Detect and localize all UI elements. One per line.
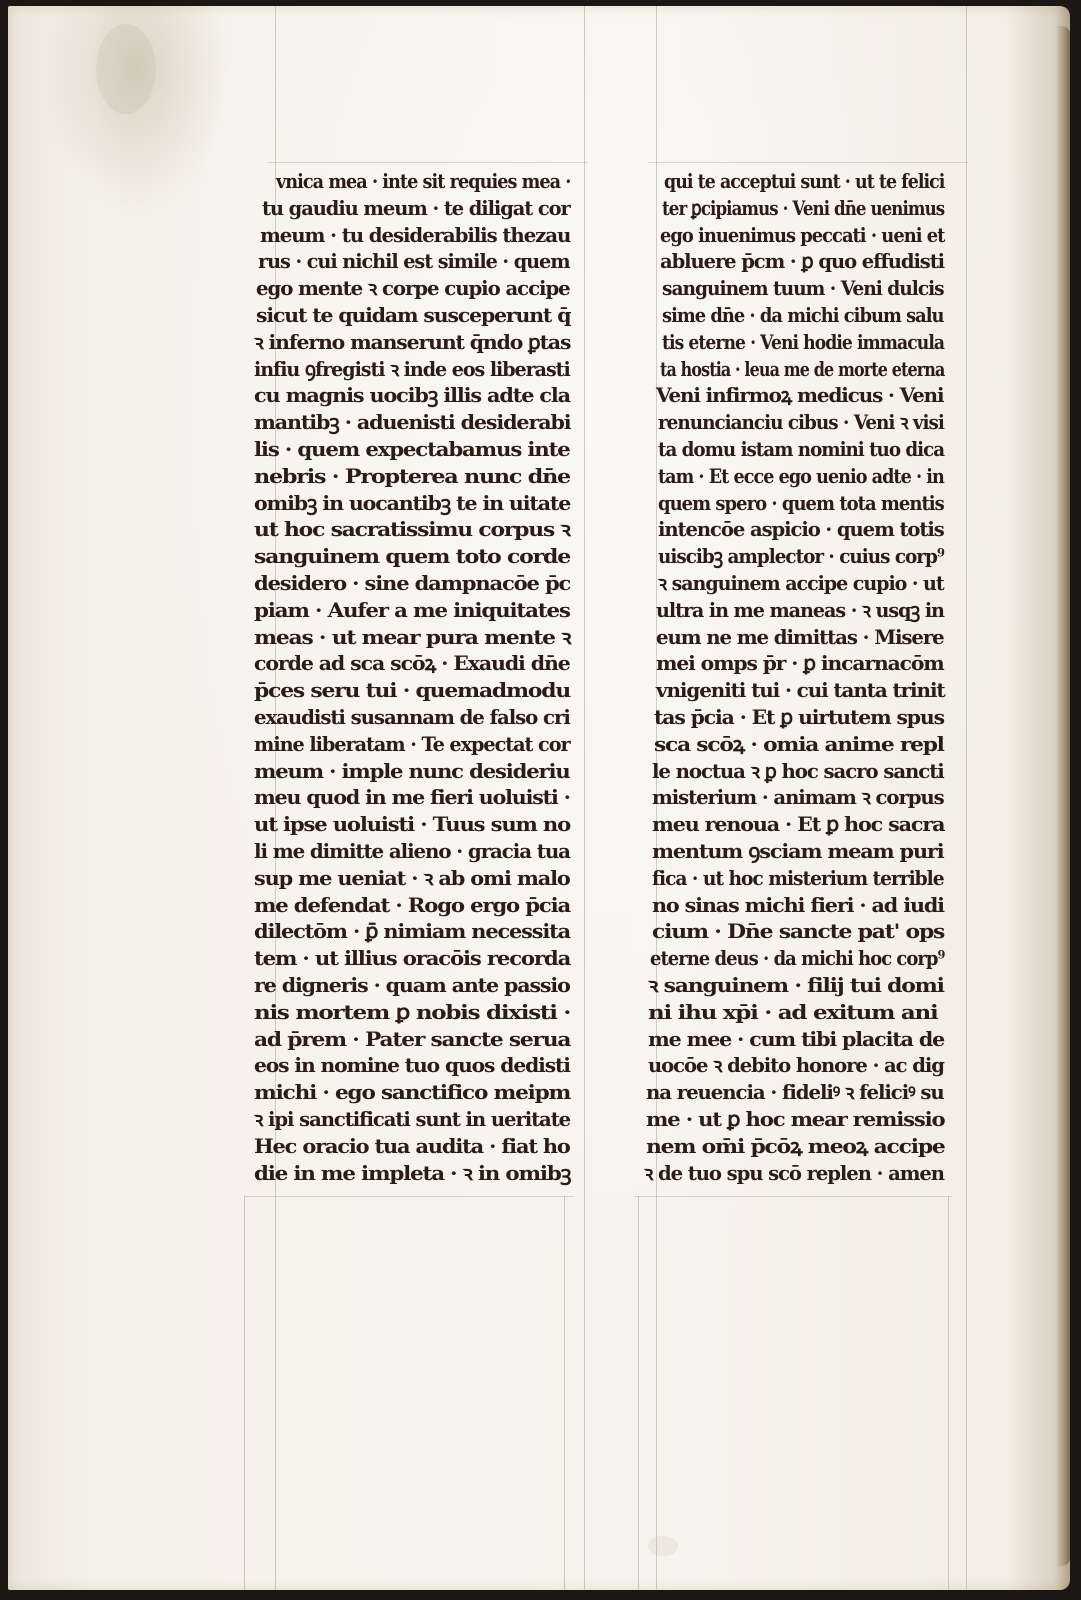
- text-line: ut ipse uoluisti · Tuus sum no: [254, 812, 571, 837]
- text-line: ego mente ꝛ corpe cupio accipe: [256, 276, 570, 301]
- text-line: me · ut ꝑ hoc mear remissio: [646, 1107, 945, 1131]
- text-line: ad p̄rem · Pater sancte serua: [254, 1026, 571, 1051]
- page-fore-edge: [1056, 26, 1070, 1566]
- text-line: ꝛ ipi sanctificati sunt in ueritate: [254, 1107, 571, 1131]
- text-line: sca scōꝝ · omia anime repl: [654, 731, 944, 756]
- text-column-left: [254, 162, 594, 1202]
- text-line: meas · ut mear pura mente ꝛ: [254, 624, 571, 649]
- text-line: abluere p̄cm · ꝑ quo effudisti: [660, 249, 945, 274]
- text-line: meu quod in me fieri uoluisti ·: [254, 785, 570, 810]
- text-line: ꝛ sanguinem · filij tui domi: [648, 973, 944, 997]
- text-line: fica · ut hoc misterium terrible: [652, 865, 944, 890]
- text-line: meum · tu desiderabilis thezau: [260, 222, 571, 247]
- text-line: ter ꝑcipiamus · Veni dn̄e uenimus: [662, 195, 945, 220]
- text-line: cu magnis uocibꝫ illis adte cla: [254, 383, 570, 408]
- text-line: meum · imple nunc desideriu: [254, 758, 570, 783]
- text-line: michi · ego sanctifico meipm: [254, 1080, 571, 1105]
- text-line: uiscibꝫ amplector · cuius corp⁹: [658, 544, 944, 569]
- text-line: na reuencia · fideliꝰ ꝛ feliciꝰ su: [646, 1080, 944, 1105]
- text-line: no sinas michi fieri · ad iudi: [652, 892, 944, 917]
- text-line: le noctua ꝛ ꝑ hoc sacro sancti: [652, 758, 944, 783]
- ruling-line: [948, 1196, 949, 1590]
- text-line: p̄ces seru tui · quemadmodu: [254, 678, 571, 703]
- text-line: sime dn̄e · da michi cibum salu: [662, 303, 944, 327]
- text-line: piam · Aufer a me iniquitates: [254, 597, 570, 622]
- text-line: re digneris · quam ante passio: [254, 973, 570, 997]
- text-line: eterne deus · da michi hoc corp⁹: [650, 946, 945, 971]
- stain-mark: [96, 24, 156, 114]
- text-line: tem · ut illius oracōis recorda: [254, 946, 571, 971]
- text-line: tam · Et ecce ego uenio adte · in: [658, 463, 944, 488]
- text-line: omibꝫ in uocantibꝫ te in uitate: [254, 490, 571, 515]
- text-line: me mee · cum tibi placita de: [648, 1026, 945, 1051]
- text-column-right: [634, 162, 974, 1202]
- text-line: intencōe aspicio · quem totis: [658, 517, 944, 542]
- text-line: me defendat · Rogo ergo p̄cia: [254, 892, 571, 917]
- text-line: sup me ueniat · ꝛ ab omi malo: [254, 865, 570, 890]
- text-line: renuncianciu cibus · Veni ꝛ visi: [658, 410, 944, 435]
- text-line: ꝛ sanguinem accipe cupio · ut: [658, 571, 944, 595]
- text-line: nis mortem ꝑ nobis dixisti ·: [254, 999, 571, 1024]
- text-line: ultra in me maneas · ꝛ usqꝫ in: [656, 597, 944, 622]
- text-line: infiu ꝯfregisti ꝛ inde eos liberasti: [254, 356, 570, 381]
- ruling-line: [638, 1196, 639, 1590]
- text-line: ut hoc sacratissimu corpus ꝛ: [254, 517, 570, 542]
- text-line: mei omps p̄r · ꝑ incarnacōm: [656, 651, 944, 676]
- text-line: ego inuenimus peccati · ueni et: [660, 222, 945, 247]
- text-line: tas p̄cia · Et ꝑ uirtutem spus: [654, 705, 944, 729]
- text-line: eum ne me dimittas · Misere: [656, 624, 944, 649]
- text-line: ta hostia · leua me de morte eterna: [660, 356, 945, 381]
- text-line: desidero · sine dampnacōe p̄c: [254, 571, 571, 595]
- text-line: ꝛ inferno manserunt q̄ndo ꝑtas: [254, 329, 571, 354]
- text-line: vnigeniti tui · cui tanta trinit: [656, 678, 945, 703]
- stain-mark: [648, 1536, 678, 1556]
- text-line: sanguinem tuum · Veni dulcis: [662, 276, 944, 301]
- ruling-line: [244, 1196, 245, 1590]
- text-line: lis · quem expectabamus inte: [254, 437, 570, 461]
- text-line: mantibꝫ · aduenisti desiderabi: [254, 410, 571, 435]
- text-line: sicut te quidam susceperunt q̄: [256, 303, 571, 327]
- text-line: die in me impleta · ꝛ in omibꝫ: [254, 1160, 571, 1185]
- text-line: cium · Dn̄e sancte pat' ops: [652, 919, 945, 944]
- text-line: qui te acceptui sunt · ut te felici: [664, 169, 945, 193]
- text-line: ni ihu xp̄i · ad exitum ani: [648, 999, 938, 1024]
- text-line: uocōe ꝛ debito honore · ac dig: [648, 1053, 944, 1078]
- text-line: eos in nomine tuo quos dedisti: [254, 1053, 570, 1078]
- text-line: mentum ꝯsciam meam puri: [652, 839, 944, 863]
- text-line: vnica mea · inte sit requies mea ·: [276, 169, 571, 193]
- text-line: ꝛ de tuo spu scō replen · amen: [644, 1160, 944, 1185]
- text-line: exaudisti susannam de falso cri: [254, 705, 570, 729]
- text-line: tu gaudiu meum · te diligat cor: [262, 195, 570, 220]
- ruling-line: [564, 1196, 565, 1590]
- text-line: ta domu istam nomini tuo dica: [658, 437, 945, 461]
- text-line: nebris · Propterea nunc dn̄e: [254, 463, 570, 488]
- text-line: nem om̄i p̄cōꝝ meoꝝ accipe: [646, 1133, 945, 1158]
- text-line: corde ad sca scōꝝ · Exaudi dn̄e: [254, 651, 570, 676]
- parchment-leaf: [8, 6, 1070, 1590]
- text-line: mine liberatam · Te expectat cor: [254, 731, 570, 756]
- text-line: rus · cui nichil est simile · quem: [258, 249, 570, 274]
- text-line: tis eterne · Veni hodie immacula: [662, 329, 945, 354]
- text-line: dilectōm · ꝑ̄ nimiam necessita: [254, 919, 570, 944]
- text-line: Hec oracio tua audita · fiat ho: [254, 1133, 570, 1158]
- text-line: li me dimitte alieno · gracia tua: [254, 839, 570, 863]
- text-line: meu renoua · Et ꝑ hoc sacra: [652, 812, 945, 837]
- text-line: sanguinem quem toto corde: [254, 544, 571, 569]
- text-line: Veni infirmoꝝ medicus · Veni: [656, 383, 944, 408]
- text-line: quem spero · quem tota mentis: [658, 490, 944, 515]
- text-line: misterium · animam ꝛ corpus: [652, 785, 944, 810]
